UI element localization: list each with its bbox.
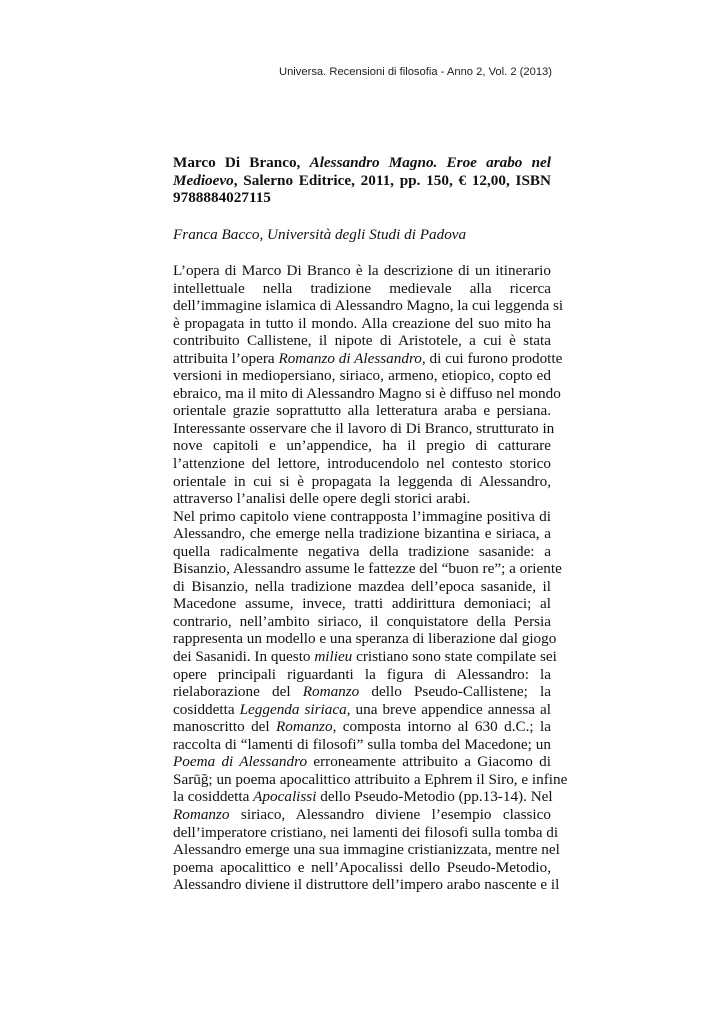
book-reference xyxy=(173,154,551,207)
text-line: Nel primo capitolo viene contrapposta l’immagine positiva di xyxy=(173,507,551,525)
text-run: manoscritto del xyxy=(173,718,277,736)
book-title: Alessandro Magno. Eroe arabo nel xyxy=(309,154,551,171)
book-publication-details: , Salerno Editrice, 2011, pp. 150, € 12,00, ISBN xyxy=(233,171,551,189)
text-run: dello Pseudo-Metodio (pp.13-14). Nel xyxy=(316,788,553,806)
text-run: dello Pseudo-Callistene; la xyxy=(359,683,551,701)
italic-title: Poema di Alessandro xyxy=(173,753,308,771)
review-content xyxy=(173,154,568,894)
text-line: quella radicalmente negativa della tradizione sasanide: a xyxy=(173,542,551,560)
text-run: cosiddetta xyxy=(173,700,240,718)
text-line xyxy=(173,349,563,368)
book-title-cont: Medioevo xyxy=(173,171,234,189)
text-run: siriaco, Alessandro diviene l’esempio classico xyxy=(229,805,551,823)
text-line: attraverso l’analisi delle opere degli storici arabi. xyxy=(173,490,471,508)
italic-title: Leggenda siriaca xyxy=(239,700,347,718)
text-run: , composta intorno al 630 d.C.; la xyxy=(332,718,551,736)
italic-title: Romanzo xyxy=(302,683,360,701)
italic-title: Apocalissi xyxy=(253,788,317,806)
text-line: ebraico, ma il mito di Alessandro Magno si è diffuso nel mondo xyxy=(173,384,561,402)
italic-title: Romanzo di Alessandro xyxy=(278,349,422,367)
text-line: orientale in cui si è propagata la leggenda di Alessandro, xyxy=(173,472,551,490)
reviewer-affiliation: Franca Bacco, Università degli Studi di Padova xyxy=(173,225,467,243)
text-line: dell’immagine islamica di Alessandro Magno, la cui leggenda si xyxy=(173,297,564,315)
paragraph-1 xyxy=(173,262,564,508)
text-line: Alessandro emerge una sua immagine cristianizzata, mentre nel xyxy=(173,841,560,859)
text-line: Sarūğ; un poema apocalittico attribuito a Ephrem il Siro, e infine xyxy=(173,770,568,788)
text-line: opere principali riguardanti la figura di Alessandro: la xyxy=(173,665,551,683)
text-line xyxy=(173,718,551,736)
text-run: la cosiddetta xyxy=(173,788,254,806)
text-line: intellettuale nella tradizione medievale alla ricerca xyxy=(173,279,551,297)
text-line: Macedone assume, invece, tratti addirittura demoniaci; al xyxy=(173,595,551,613)
text-line xyxy=(173,648,557,666)
text-run: erroneamente attribuito a Giacomo di xyxy=(307,753,551,771)
text-run: , una breve appendice annessa al xyxy=(346,700,551,718)
text-line: contribuito Callistene, il nipote di Aristotele, a cui è stata xyxy=(173,332,551,350)
text-line: Alessandro diviene il distruttore dell’impero arabo nascente e il xyxy=(173,876,560,894)
text-line xyxy=(173,753,551,771)
text-line xyxy=(173,701,551,719)
text-line: di Bisanzio, nella tradizione mazdea dell’epoca sasanide, il xyxy=(173,577,551,595)
book-isbn: 9788884027115 xyxy=(173,189,271,206)
text-line: raccolta di “lamenti di filosofi” sulla tomba del Macedone; un xyxy=(173,735,551,753)
text-run: cristiano sono state compilate sei xyxy=(352,648,557,666)
book-reference-line xyxy=(173,172,551,190)
paragraph-2 xyxy=(173,507,568,894)
book-author: Marco Di Branco, xyxy=(173,154,301,171)
italic-title: Romanzo xyxy=(173,805,230,823)
text-run: attribuita l’opera xyxy=(173,349,279,367)
text-run: rielaborazione del xyxy=(173,683,303,701)
text-line: versioni in mediopersiano, siriaco, armeno, etiopico, copto ed xyxy=(173,367,551,385)
text-line: L’opera di Marco Di Branco è la descrizione di un itinerario xyxy=(173,262,551,279)
text-line: Interessante osservare che il lavoro di Di Branco, strutturato in xyxy=(173,419,555,437)
text-line xyxy=(173,683,551,701)
text-line: orientale grazie soprattutto alla letteratura araba e persiana. xyxy=(173,402,551,420)
text-run: dei Sasanidi. In questo xyxy=(173,648,315,666)
text-line: contrario, nell’ambito siriaco, il conquistatore della Persia xyxy=(173,612,551,630)
text-line: nove capitoli e un’appendice, ha il pregio di catturare xyxy=(173,437,551,455)
text-line: è propagata in tutto il mondo. Alla creazione del suo mito ha xyxy=(173,314,551,332)
text-line: rappresenta un modello e una speranza di liberazione dal giogo xyxy=(173,630,557,648)
text-run: , di cui furono prodotte xyxy=(421,349,563,367)
italic-term: milieu xyxy=(314,648,353,666)
italic-title: Romanzo xyxy=(276,718,333,736)
book-reference-line xyxy=(173,154,551,172)
text-line: dell’imperatore cristiano, nei lamenti dei filosofi sulla tomba di xyxy=(173,823,559,841)
text-line: poema apocalittico e nell’Apocalissi dello Pseudo-Metodio, xyxy=(173,858,551,876)
text-line: l’attenzione del lettore, introducendolo nel contesto storico xyxy=(173,455,551,473)
text-line: Bisanzio, Alessandro assume le fattezze del “buon re”; a oriente xyxy=(173,560,562,578)
text-line xyxy=(173,806,551,824)
text-line xyxy=(173,788,551,806)
running-header: Universa. Recensioni di filosofia - Anno 2, Vol. 2 (2013) xyxy=(279,66,552,78)
text-line: Alessandro, che emerge nella tradizione bizantina e siriaca, a xyxy=(173,525,551,543)
